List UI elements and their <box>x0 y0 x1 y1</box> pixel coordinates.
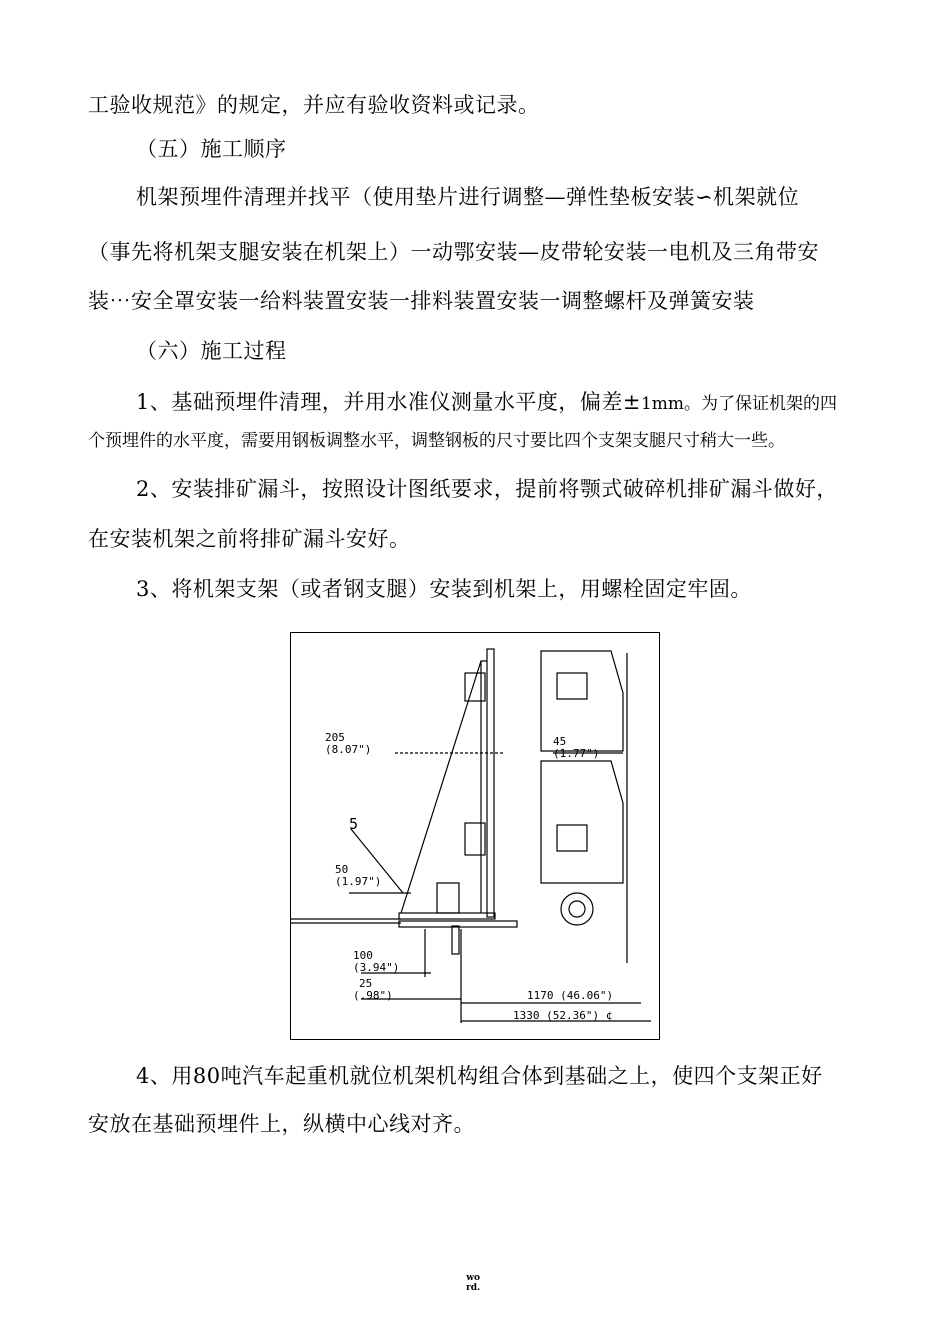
machine-frame-lower <box>541 761 623 883</box>
dim-label: 100 <box>353 949 373 962</box>
dim-label: (.98") <box>353 989 393 1002</box>
brace-diagonal <box>401 661 487 913</box>
nut-lower <box>557 825 587 851</box>
nut-upper <box>557 673 587 699</box>
paragraph-text: 个预埋件的水平度，需要用钢板调整水平，调整钢板的尺寸要比四个支架支腿尺寸稍大一些。 <box>88 431 785 451</box>
footer-text: wo <box>466 1273 480 1283</box>
paragraph-text: 2、安装排矿漏斗，按照设计图纸要求，提前将颚式破碎机排矿漏斗做好， <box>136 477 838 501</box>
paragraph-text: 3、将机架支架（或者钢支腿）安装到机架上，用螺栓固定牢固。 <box>136 577 752 601</box>
dim-label: 25 <box>359 977 373 990</box>
base-plate <box>399 913 495 919</box>
spring-seat-inner <box>569 901 585 917</box>
lower-bolt-head <box>465 823 485 855</box>
paragraph-text: 4、用80吨汽车起重机就位机架机构组合体到基础之上，使四个支架正好 <box>136 1064 823 1088</box>
footer-text: rd. <box>466 1283 481 1293</box>
callout-label: 5 <box>349 815 359 833</box>
anchor-bolt <box>452 926 459 954</box>
paragraph-text <box>136 389 837 417</box>
upright-plate <box>487 649 494 917</box>
page-footer <box>466 1273 480 1293</box>
spring-seat <box>561 893 593 925</box>
dim-label: (1.97") <box>335 875 382 888</box>
dim-label: (1.77") <box>553 747 600 760</box>
technical-drawing <box>290 632 660 1040</box>
paragraph-text-part: 1、基础预埋件清理，并用水准仪测量水平度，偏差± <box>136 390 641 414</box>
dim-label: (3.94") <box>353 961 400 974</box>
dim-label: 1170 (46.06") <box>527 989 614 1002</box>
dim-label: 1330 (52.36") ¢ <box>513 1009 613 1022</box>
paragraph-text: 在安装机架之前将排矿漏斗安好。 <box>88 527 411 551</box>
upper-bolt-head <box>465 673 485 701</box>
paragraph-text: 装⋯安全罩安装一给料装置安装一排料装置安装一调整螺杆及弹簧安装 <box>88 289 755 313</box>
section-heading: （六）施工过程 <box>136 339 287 363</box>
paragraph-text-small: 1mm。为了保证机架的四 <box>640 394 838 414</box>
dim-label: 205 <box>325 731 345 744</box>
paragraph-text: （事先将机架支腿安装在机架上）一动鄂安装—皮带轮安装一电机及三角带安 <box>88 240 819 264</box>
drawing-svg <box>291 633 659 1039</box>
paragraph-text: 安放在基础预埋件上，纵横中心线对齐。 <box>88 1112 475 1136</box>
bolt-head <box>437 883 459 913</box>
paragraph-text: 机架预埋件清理并找平（使用垫片进行调整—弹性垫板安装∽机架就位 <box>136 185 800 209</box>
dim-label: 50 <box>335 863 349 876</box>
paragraph-text: 工验收规范》的规定，并应有验收资料或记录。 <box>88 93 540 117</box>
section-heading: （五）施工顺序 <box>136 137 287 161</box>
dim-label: 45 <box>553 735 567 748</box>
dim-label: (8.07") <box>325 743 372 756</box>
